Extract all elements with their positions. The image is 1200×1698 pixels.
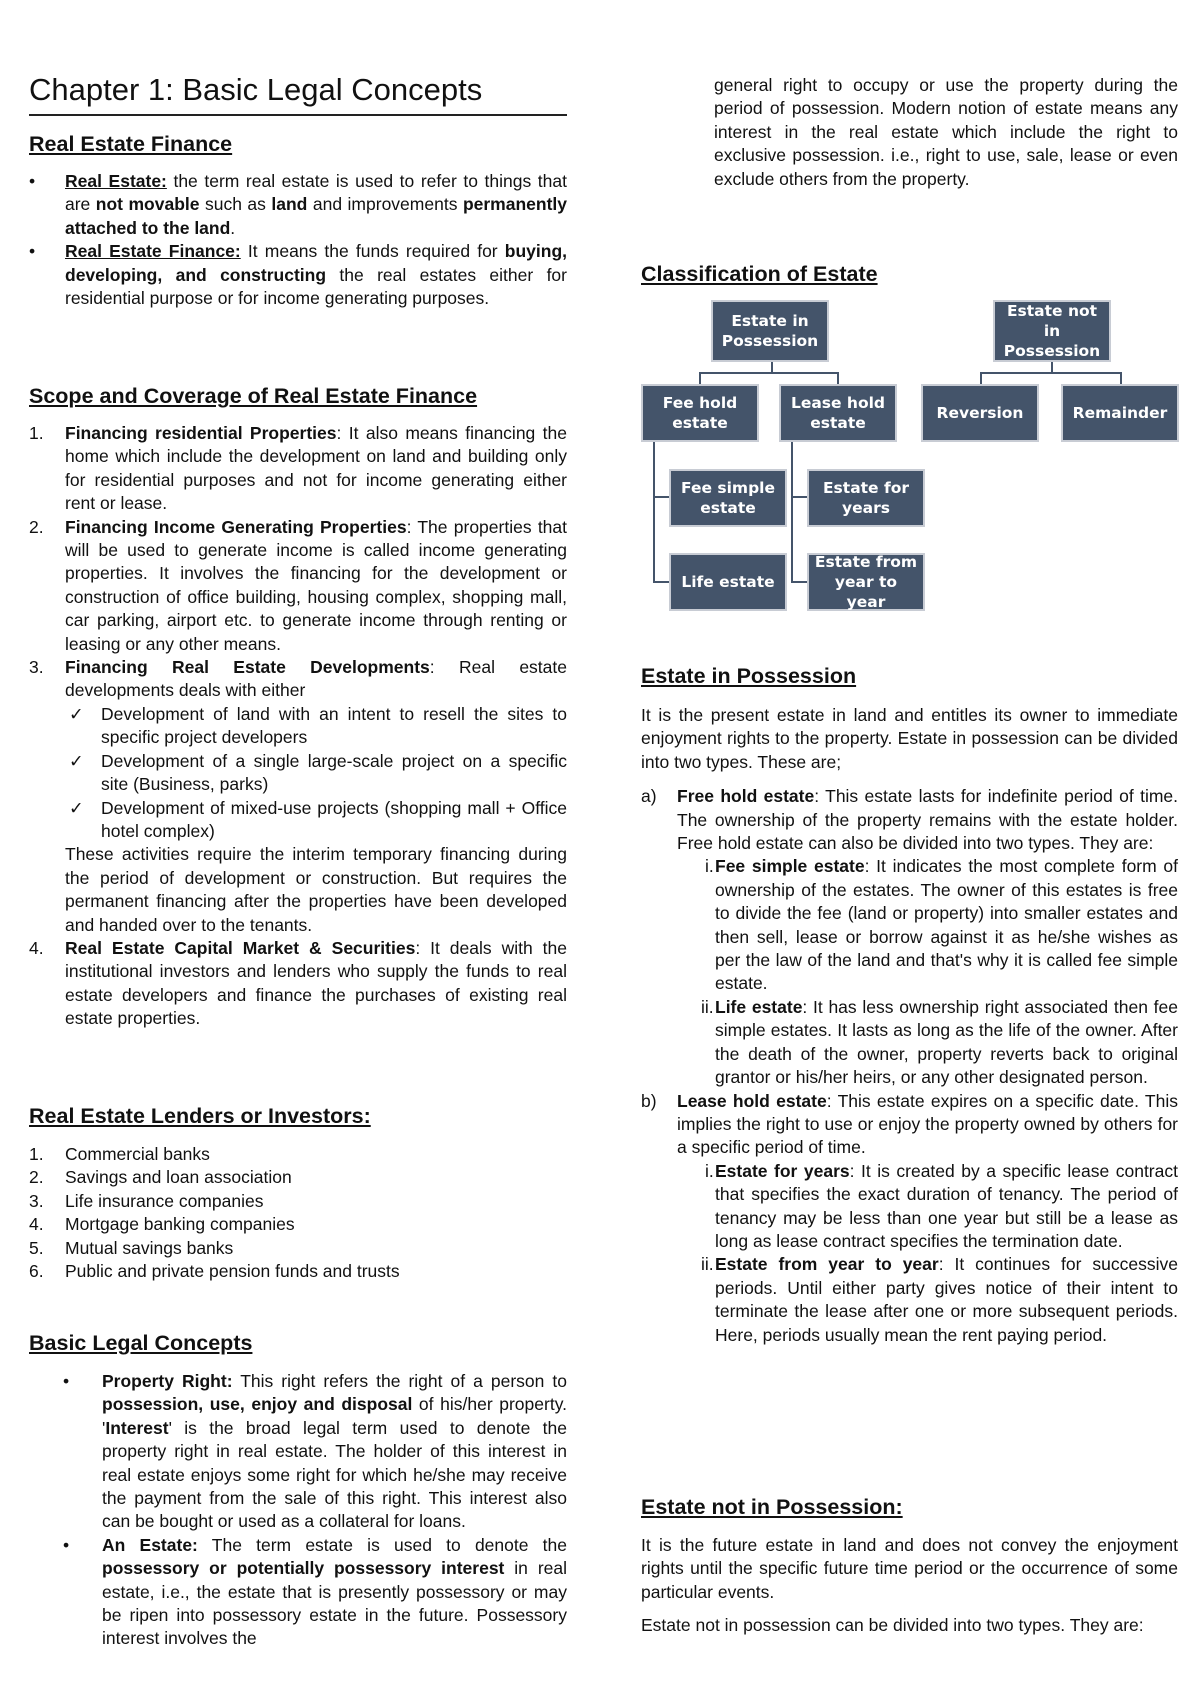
list-item: 3. Financing Real Estate Developments: Real estate developments deals with either ✓ Development of land with an intent to resell the sites to specific project developers ✓ Development of a single large-scale project on a specific site (Business, parks) ✓ Development of mixed-use projects (shopping mall + Office hotel complex) These activities require the interim temporary financing during the period of development or construction. But requires the permanent financing after the properties have been developed and handed over to the tenants. (29, 656, 567, 937)
sub-list-item: i. Estate for years: It is created by a specific lease contract that specifies the exact duration of tenancy. The period of tenancy may be less than one year but still be a lease as long as lease contract specifies the termination date. (705, 1160, 1178, 1251)
bullet-icon: • (29, 241, 36, 262)
section-heading-basic-legal: Basic Legal Concepts (29, 1331, 253, 1355)
estate-for-years-node: Estate for years (807, 469, 925, 527)
estate-year-to-year-node: Estate from year to year (807, 553, 925, 611)
connector-line (791, 440, 793, 582)
list-item: 1. Financing residential Properties: It also means financing the home which include the development on land and building only for residential purposes and not for income generating either rent or lease. (29, 423, 567, 514)
real-estate-finance-list (29, 170, 567, 310)
estate-not-in-possession-content (641, 1534, 1178, 1638)
list-item: 5. Mutual savings banks (29, 1237, 234, 1258)
bullet-icon: • (63, 1371, 70, 1391)
connector-line (653, 440, 655, 582)
list-item: • Real Estate: the term real estate is used to refer to things that are not movable such as land and improvements permanently attached to the land. (29, 171, 567, 238)
continued-paragraph: general right to occupy or use the property during the period of possession. Modern notion of estate means any interest in the real estate which include the right to exclusive possession. i.e., right to use, sale, lease or even exclude others from the property. (714, 75, 1178, 189)
leasehold-estate-node: Lease hold estate (779, 384, 897, 442)
list-item: 2. Savings and loan association (29, 1167, 292, 1188)
page-title: Chapter 1: Basic Legal Concepts (29, 70, 567, 116)
list-item: 4. Real Estate Capital Market & Securities: It deals with the institutional investors and lenders who supply the funds to real estate developers and finance the purchases of existing real estate properties. (29, 937, 567, 1029)
freehold-estate-node: Fee hold estate (641, 384, 759, 442)
sub-list-item: ii. Estate from year to year: It continues for successive periods. Until either party gives notice of their intent to terminate the lease after one or more subsequent periods. Here, periods usually mean the rent paying period. (701, 1254, 1178, 1345)
life-estate-node: Life estate (669, 553, 787, 611)
paragraph: It is the future estate in land and does not convey the enjoyment rights until the specific future time period or the occurrence of some particular events. (641, 1535, 1178, 1602)
check-item: ✓ Development of mixed-use projects (shopping mall + Office hotel complex) (69, 797, 567, 841)
term-label: Real Estate: (65, 171, 167, 191)
check-item: ✓ Development of a single large-scale project on a specific site (Business, parks) (69, 750, 567, 795)
section-heading-classification: Classification of Estate (641, 262, 878, 286)
paragraph: It is the present estate in land and entitles its owner to immediate enjoyment rights to the property. Estate in possession can be divided into two types. These are; (641, 705, 1178, 772)
estate-in-possession-node: Estate in Possession (711, 300, 829, 362)
list-item: 2. Financing Income Generating Properties: The properties that will be used to generate income is called income generating properties. It involves the financing for the development or construction of office building, housing complex, shopping mall, car parking, airport etc. to generate income through renting or leasing or any other means. (29, 516, 568, 654)
reversion-node: Reversion (921, 384, 1039, 442)
list-item: 1. Commercial banks (29, 1144, 210, 1164)
section-heading-lenders: Real Estate Lenders or Investors: (29, 1104, 371, 1128)
fee-simple-estate-node: Fee simple estate (669, 469, 787, 527)
term-label: Real Estate Finance: (65, 241, 241, 262)
list-item: 4. Mortgage banking companies (29, 1214, 295, 1235)
estate-not-in-possession-node: Estate not in Possession (993, 300, 1111, 362)
estate-in-possession-content (641, 704, 1178, 1347)
list-item: 3. Life insurance companies (29, 1190, 264, 1211)
bullet-icon: • (63, 1534, 70, 1555)
lenders-list (29, 1143, 567, 1283)
scope-list (29, 422, 567, 1031)
checkmark-icon: ✓ (69, 797, 84, 818)
section-heading-scope: Scope and Coverage of Real Estate Finance (29, 384, 478, 408)
list-item: b) Lease hold estate: This estate expires on a specific date. This implies the right to use or enjoy the property owned by others for a specific period of time. i. Estate for years: It is created by a specific lease contract that specifies the exact duration of tenancy. The period of tenancy may be less than one year but still be a lease as long as lease contract specifies the termination date. ii. Estate from year to year: It continues for successive periods. Until either party gives notice of their intent to terminate the lease after one or more subsequent periods. Here, periods usually mean the rent paying period. (641, 1090, 1178, 1347)
remainder-node: Remainder (1061, 384, 1179, 442)
list-item: • Real Estate Finance: It means the funds required for buying, developing, and constructing the real estates either for residential purpose or for income generating purposes. (29, 241, 568, 309)
list-item: 6. Public and private pension funds and trusts (29, 1261, 400, 1282)
sub-list-item: ii. Life estate: It has less ownership right associated then fee simple estates. It lasts as long as the life of the owner. After the death of the owner, property reverts back to original grantor or his/her heirs, or any other designated person. (701, 996, 1178, 1088)
section-heading-real-estate-finance: Real Estate Finance (29, 132, 233, 156)
list-item: • Property Right: This right refers the right of a person to possession, use, enjoy and disposal of his/her property. 'Interest' is the broad legal term used to denote the property right in real estate. The holder of this interest in real estate enjoys some right for which he/she may receive the payment from the sale of this right. This interest also can be bought or used as a collateral for loans. (63, 1371, 568, 1532)
bullet-icon: • (29, 171, 36, 191)
paragraph: Estate not in possession can be divided into two types. They are: (641, 1615, 1144, 1636)
checkmark-icon: ✓ (69, 703, 84, 724)
paragraph: These activities require the interim temporary financing during the period of development or construction. But requires the permanent financing after the properties have been developed and handed over to the tenants. (65, 844, 567, 935)
classification-diagram (641, 300, 1181, 620)
connector-line (980, 372, 1120, 374)
section-heading-estate-in-possession: Estate in Possession (641, 664, 857, 688)
sub-list-item: i. Fee simple estate: It indicates the most complete form of ownership of the estates. The owner of this estates is free to divide the fee (land or property) into smaller estates and then sell, lease or borrow against it as he/she wishes as per the law of the land and that's why it is called fee simple estate. (705, 856, 1179, 994)
basic-legal-list (29, 1370, 567, 1651)
list-item: a) Free hold estate: This estate lasts for indefinite period of time. The ownership of the property remains with the estate holder. Free hold estate can also be divided into two types. They are: i. Fee simple estate: It indicates the most complete form of ownership of the estates. The owner of this estates is free to divide the fee (land or property) into smaller estates and then sell, lease or borrow against it as he/she wishes as per the law of the land and that's why it is called fee simple estate. ii. Life estate: It has less ownership right associated then fee simple estates. It lasts as long as the life of the owner. After the death of the owner, property reverts back to original grantor or his/her heirs, or any other designated person. (641, 785, 1178, 1089)
check-item: ✓ Development of land with an intent to resell the sites to specific project developers (69, 703, 567, 748)
list-item: • An Estate: The term estate is used to denote the possessory or potentially possessory interest in real estate, i.e., the estate that is presently possessory or may be ripen into possessory estate in the future. Possessory interest involves the (63, 1534, 567, 1649)
checkmark-icon: ✓ (69, 750, 84, 771)
connector-line (699, 372, 837, 374)
section-heading-estate-not-in-possession: Estate not in Possession: (641, 1495, 903, 1519)
